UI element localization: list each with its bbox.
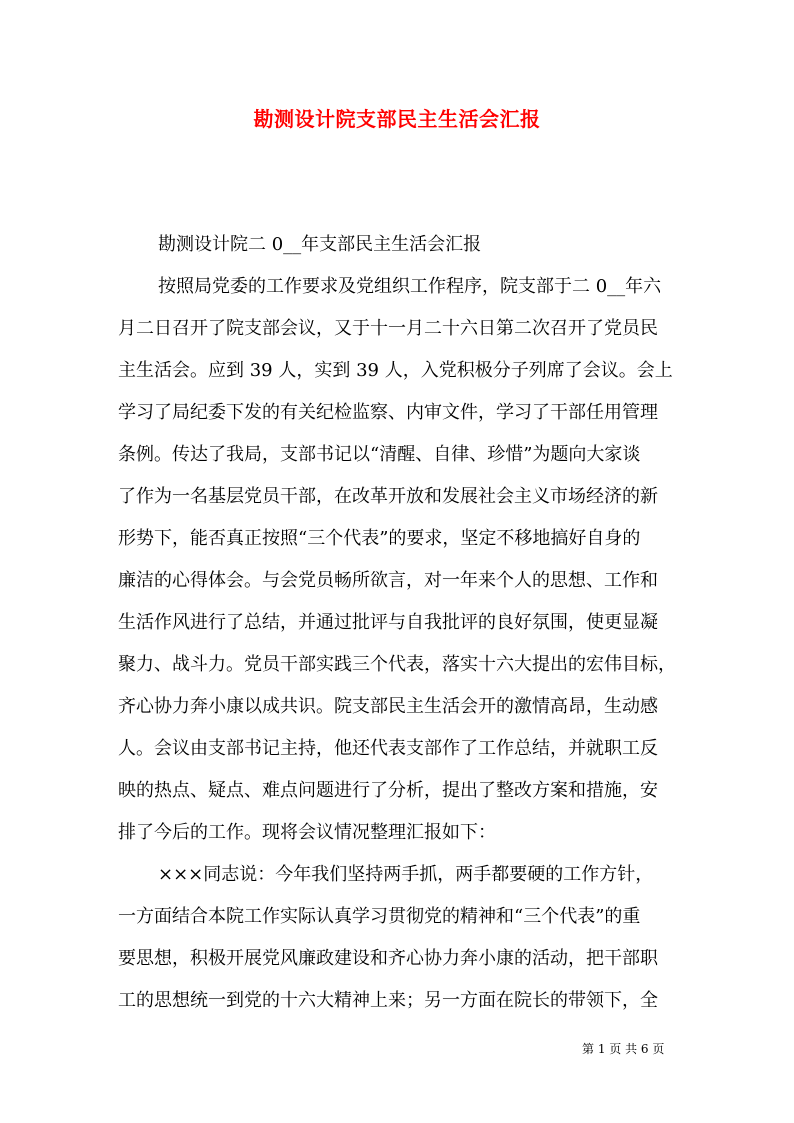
paragraph-line: 齐心协力奔小康以成共识。院支部民主生活会开的激情高昂，生动感 (118, 696, 658, 717)
paragraph-line: 按照局党委的工作要求及党组织工作程序，院支部于二 0__年六 (158, 276, 662, 297)
paragraph-line: 映的热点、疑点、难点问题进行了分析，提出了整改方案和措施，安 (118, 780, 658, 801)
paragraph-line: 聚力、战斗力。党员干部实践三个代表，落实十六大提出的宏伟目标， (118, 654, 676, 675)
paragraph-line: 廉洁的心得体会。与会党员畅所欲言，对一年来个人的思想、工作和 (118, 570, 658, 591)
paragraph-line: 人。会议由支部书记主持，他还代表支部作了工作总结，并就职工反 (118, 738, 658, 759)
paragraph-line: 学习了局纪委下发的有关纪检监察、内审文件，学习了干部任用管理 (118, 402, 658, 423)
page-number: 第 1 页 共 6 页 (582, 1042, 665, 1056)
paragraph-line: ×××同志说：今年我们坚持两手抓，两手都要硬的工作方针， (158, 864, 654, 885)
document-title: 勘测设计院支部民主生活会汇报 (253, 107, 541, 131)
document-subtitle: 勘测设计院二 0__年支部民主生活会汇报 (158, 234, 482, 255)
paragraph-line: 排了今后的工作。现将会议情况整理汇报如下： (118, 822, 496, 843)
paragraph-line: 要思想，积极开展党风廉政建设和齐心协力奔小康的活动，把干部职 (118, 948, 658, 969)
paragraph-line: 条例。传达了我局，支部书记以“清醒、自律、珍惜”为题向大家谈 (118, 444, 641, 465)
paragraph-line: 工的思想统一到党的十六大精神上来；另一方面在院长的带领下，全 (118, 990, 658, 1011)
paragraph-line: 生活作风进行了总结，并通过批评与自我批评的良好氛围，使更显凝 (118, 612, 658, 633)
paragraph-line: 一方面结合本院工作实际认真学习贯彻党的精神和“三个代表”的重 (118, 906, 641, 927)
paragraph-line: 主生活会。应到 39 人，实到 39 人，入党积极分子列席了会议。会上 (118, 360, 673, 381)
paragraph-line: 月二日召开了院支部会议，又于十一月二十六日第二次召开了党员民 (118, 318, 658, 339)
paragraph-line: 了作为一名基层党员干部，在改革开放和发展社会主义市场经济的新 (118, 486, 658, 507)
paragraph-line: 形势下，能否真正按照“三个代表”的要求，坚定不移地搞好自身的 (118, 528, 641, 549)
